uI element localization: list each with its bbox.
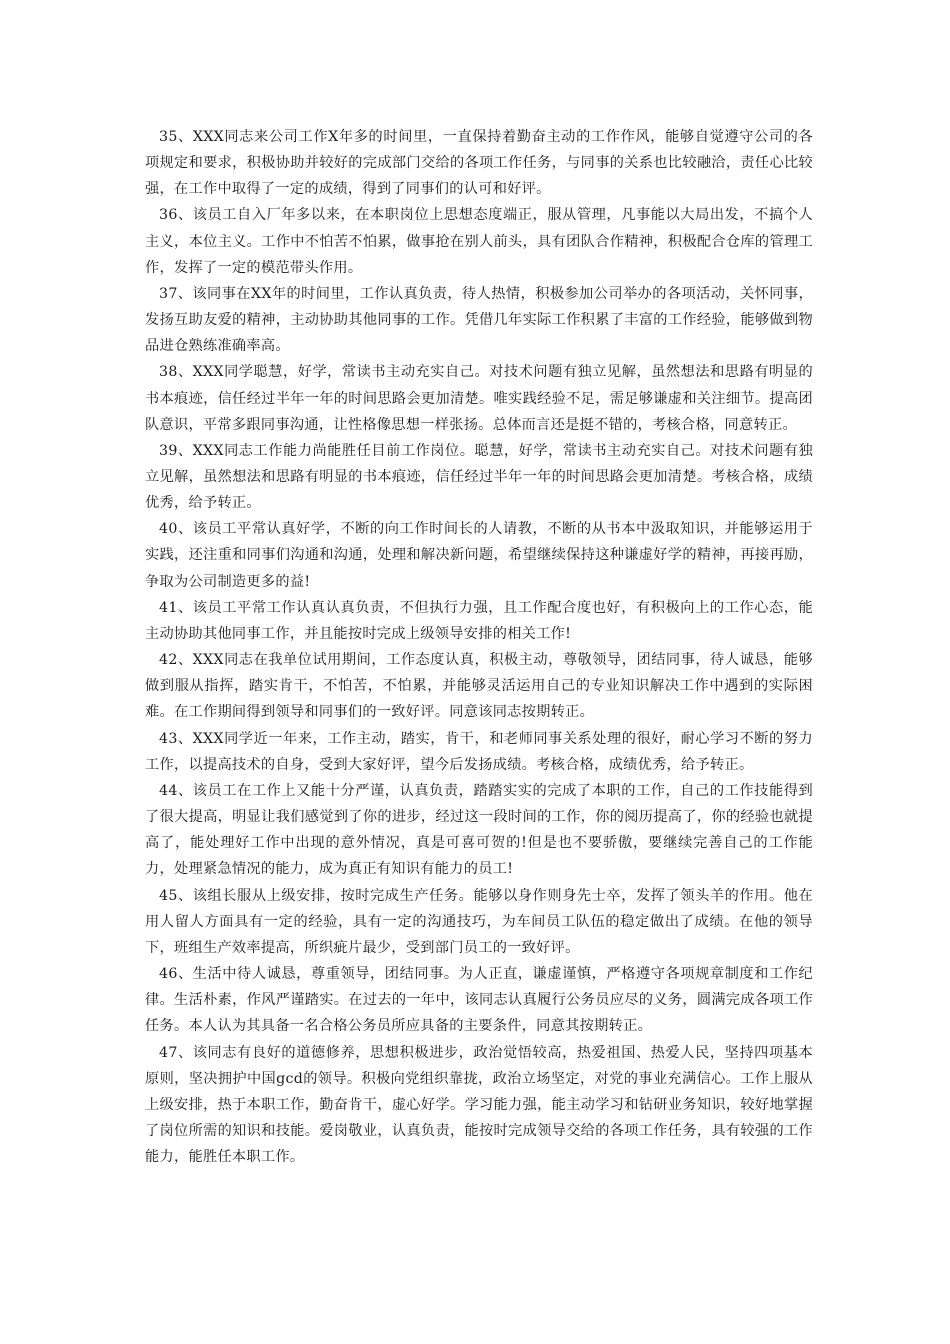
paragraph-42: 42、XXX同志在我单位试用期间，工作态度认真，积极主动，尊敬领导，团结同事，待人诚恳，能够做到服从指挥，踏实肯干，不怕苦，不怕累，并能够灵活运用自己的专业知识解决工作中遇到的实际困难。在工作期间得到领导和同事们的一致好评。同意该同志按期转正。 [145,652,813,721]
paragraph-47: 47、该同志有良好的道德修养，思想积极进步，政治觉悟较高，热爱祖国、热爱人民，坚持四项基本原则，坚决拥护中国gcd的领导。积极向党组织靠拢，政治立场坚定，对党的事业充满信心。工作上服从上级安排，热于本职工作，勤奋肯干，虚心好学。学习能力强，能主动学习和钻研业务知识，较好地掌握了岗位所需的知识和技能。爱岗敬业，认真负责，能按时完成领导交给的各项工作任务，具有较强的工作能力，能胜任本职工作。 [145,1044,813,1165]
paragraph-41: 41、该员工平常工作认真认真负责，不但执行力强，且工作配合度也好，有积极向上的工作心态，能主动协助其他同事工作，并且能按时完成上级领导安排的相关工作! [145,599,813,642]
paragraph-45: 45、该组长服从上级安排，按时完成生产任务。能够以身作则身先士卒，发挥了领头羊的作用。他在用人留人方面具有一定的经验，具有一定的沟通技巧，为车间员工队伍的稳定做出了成绩。在他的领导下，班组生产效率提高，所织疵片最少，受到部门员工的一致好评。 [145,887,813,956]
paragraph-46: 46、生活中待人诚恳，尊重领导，团结同事。为人正直，谦虚谨慎，严格遵守各项规章制度和工作纪律。生活朴素，作风严谨踏实。在过去的一年中，该同志认真履行公务员应尽的义务，圆满完成各项工作任务。本人认为其具备一名合格公务员所应具备的主要条件，同意其按期转正。 [145,966,813,1035]
paragraph-43: 43、XXX同学近一年来，工作主动，踏实，肯干，和老师同事关系处理的很好，耐心学习不断的努力工作，以提高技术的自身，受到大家好评，望今后发扬成绩。考核合格，成绩优秀，给予转正。 [145,730,813,773]
document-body [145,124,813,1170]
paragraph-37: 37、该同事在XX年的时间里，工作认真负责，待人热情，积极参加公司举办的各项活动，关怀同事，发扬互助友爱的精神，主动协助其他同事的工作。凭借几年实际工作积累了丰富的工作经验，能够做到物品进仓熟练准确率高。 [145,285,813,355]
paragraph-39: 39、XXX同志工作能力尚能胜任目前工作岗位。聪慧，好学，常读书主动充实自己。对技术问题有独立见解，虽然想法和思路有明显的书本痕迹，信任经过半年一年的时间思路会更加清楚。考核合格，成绩优秀，给予转正。 [145,442,813,512]
paragraph-38: 38、XXX同学聪慧，好学，常读书主动充实自己。对技术问题有独立见解，虽然想法和思路有明显的书本痕迹，信任经过半年一年的时间思路会更加清楚。唯实践经验不足，需足够谦虚和关注细节。提高团队意识，平常多跟同事沟通，让性格像思想一样张扬。总体而言还是挺不错的，考核合格，同意转正。 [145,364,813,433]
paragraph-36: 36、该员工自入厂年多以来，在本职岗位上思想态度端正，服从管理，凡事能以大局出发，不搞个人主义，本位主义。工作中不怕苦不怕累，做事抢在别人前头，具有团队合作精神，积极配合仓库的管理工作，发挥了一定的模范带头作用。 [145,207,813,276]
paragraph-44: 44、该员工在工作上又能十分严谨，认真负责，踏踏实实的完成了本职的工作，自己的工作技能得到了很大提高，明显让我们感觉到了你的进步，经过这一段时间的工作，你的阅历提高了，你的经验也就提高了，能处理好工作中出现的意外情况，真是可喜可贺的!但是也不要骄傲，要继续完善自己的工作能力，处理紧急情况的能力，成为真正有知识有能力的员工! [145,783,813,878]
paragraph-40: 40、该员工平常认真好学，不断的向工作时间长的人请教，不断的从书本中汲取知识，并能够运用于实践，还注重和同事们沟通和沟通，处理和解决新问题，希望继续保持这种谦虚好学的精神，再接再励，争取为公司制造更多的益! [145,521,813,590]
paragraph-35: 35、XXX同志来公司工作X年多的时间里，一直保持着勤奋主动的工作作风，能够自觉遵守公司的各项规定和要求，积极协助并较好的完成部门交给的各项工作任务，与同事的关系也比较融洽，责任心比较强，在工作中取得了一定的成绩，得到了同事们的认可和好评。 [145,129,813,198]
